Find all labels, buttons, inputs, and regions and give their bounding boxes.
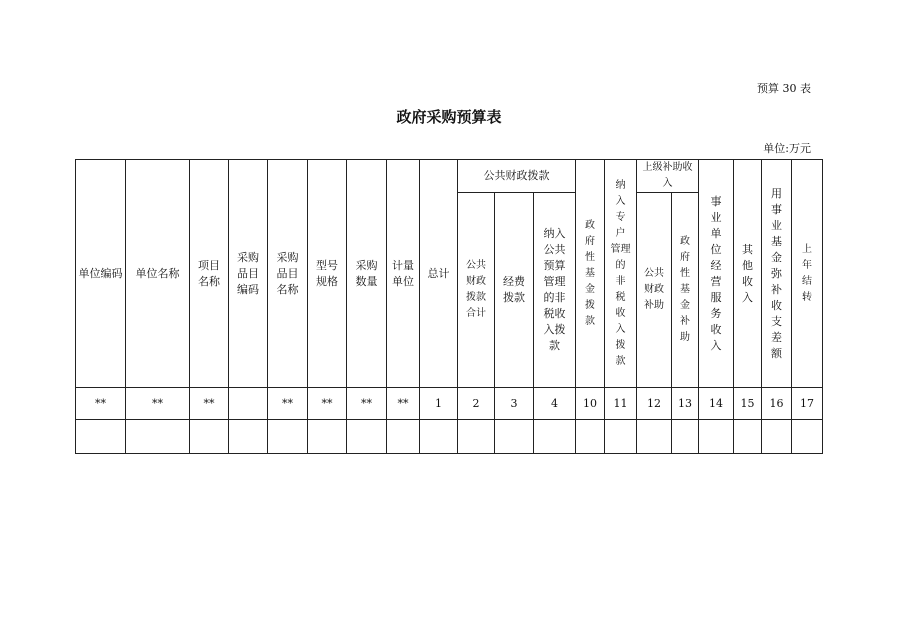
empty-cell xyxy=(76,420,126,454)
header-nontax-in-budget: 纳入 公共 预算 管理 的非 税收 入拨 款 xyxy=(534,193,576,388)
empty-cell xyxy=(792,420,823,454)
header-quantity: 采购 数量 xyxy=(347,160,387,388)
empty-cell xyxy=(699,420,734,454)
index-cell xyxy=(229,388,268,420)
page-title: 政府采购预算表 xyxy=(396,108,502,126)
index-cell: 15 xyxy=(734,388,762,420)
index-cell: ** xyxy=(190,388,229,420)
index-cell: ** xyxy=(76,388,126,420)
index-cell: ** xyxy=(308,388,347,420)
header-public-fiscal-subsidy: 公共 财政 补助 xyxy=(637,193,672,388)
header-unit-name: 单位名称 xyxy=(126,160,190,388)
header-fund-deficit: 用 事 业 基 金 弥 补 收 支 差 额 xyxy=(762,160,792,388)
header-item-code: 采购 品目 编码 xyxy=(229,160,268,388)
empty-cell xyxy=(268,420,308,454)
empty-cell xyxy=(229,420,268,454)
procurement-budget-table xyxy=(75,159,823,454)
index-cell: 14 xyxy=(699,388,734,420)
empty-data-row xyxy=(76,420,823,454)
empty-cell xyxy=(605,420,637,454)
index-cell: ** xyxy=(126,388,190,420)
empty-cell xyxy=(534,420,576,454)
header-public-fiscal-group: 公共财政拨款 xyxy=(458,160,576,193)
index-cell: ** xyxy=(268,388,308,420)
index-cell: 17 xyxy=(792,388,823,420)
header-public-fiscal-total: 公共 财政 拨款 合计 xyxy=(458,193,495,388)
empty-cell xyxy=(495,420,534,454)
index-cell: ** xyxy=(347,388,387,420)
empty-cell xyxy=(762,420,792,454)
index-cell: 16 xyxy=(762,388,792,420)
index-row xyxy=(76,388,823,420)
empty-cell xyxy=(308,420,347,454)
header-other-income: 其 他 收 入 xyxy=(734,160,762,388)
empty-cell xyxy=(420,420,458,454)
empty-cell xyxy=(347,420,387,454)
index-cell: 10 xyxy=(576,388,605,420)
index-cell: 11 xyxy=(605,388,637,420)
index-cell: ** xyxy=(387,388,420,420)
empty-cell xyxy=(637,420,672,454)
header-superior-subsidy-group: 上级补助收 入 xyxy=(637,160,699,193)
header-carryover: 上 年 结 转 xyxy=(792,160,823,388)
header-gov-fund-subsidy: 政 府 性 基 金 补 助 xyxy=(672,193,699,388)
header-total: 总计 xyxy=(420,160,458,388)
empty-cell xyxy=(126,420,190,454)
header-gov-fund-allocation: 政 府 性 基 金 拨 款 xyxy=(576,160,605,388)
index-cell: 3 xyxy=(495,388,534,420)
empty-cell xyxy=(672,420,699,454)
header-expense-allocation: 经费 拨款 xyxy=(495,193,534,388)
index-cell: 2 xyxy=(458,388,495,420)
index-cell: 1 xyxy=(420,388,458,420)
empty-cell xyxy=(190,420,229,454)
header-project-name: 项目 名称 xyxy=(190,160,229,388)
empty-cell xyxy=(576,420,605,454)
empty-cell xyxy=(458,420,495,454)
index-cell: 12 xyxy=(637,388,672,420)
header-item-name: 采购 品目 名称 xyxy=(268,160,308,388)
form-number: 预算 30 表 xyxy=(757,82,811,95)
index-cell: 4 xyxy=(534,388,576,420)
index-cell: 13 xyxy=(672,388,699,420)
empty-cell xyxy=(734,420,762,454)
header-model-spec: 型号 规格 xyxy=(308,160,347,388)
header-business-income: 事 业 单 位 经 营 服 务 收 入 xyxy=(699,160,734,388)
empty-cell xyxy=(387,420,420,454)
header-unit-code: 单位编码 xyxy=(76,160,126,388)
header-measure-unit: 计量 单位 xyxy=(387,160,420,388)
unit-label: 单位:万元 xyxy=(763,142,811,155)
header-nontax-special: 纳 入 专 户 管理 的 非 税 收 入 拨 款 xyxy=(605,160,637,388)
